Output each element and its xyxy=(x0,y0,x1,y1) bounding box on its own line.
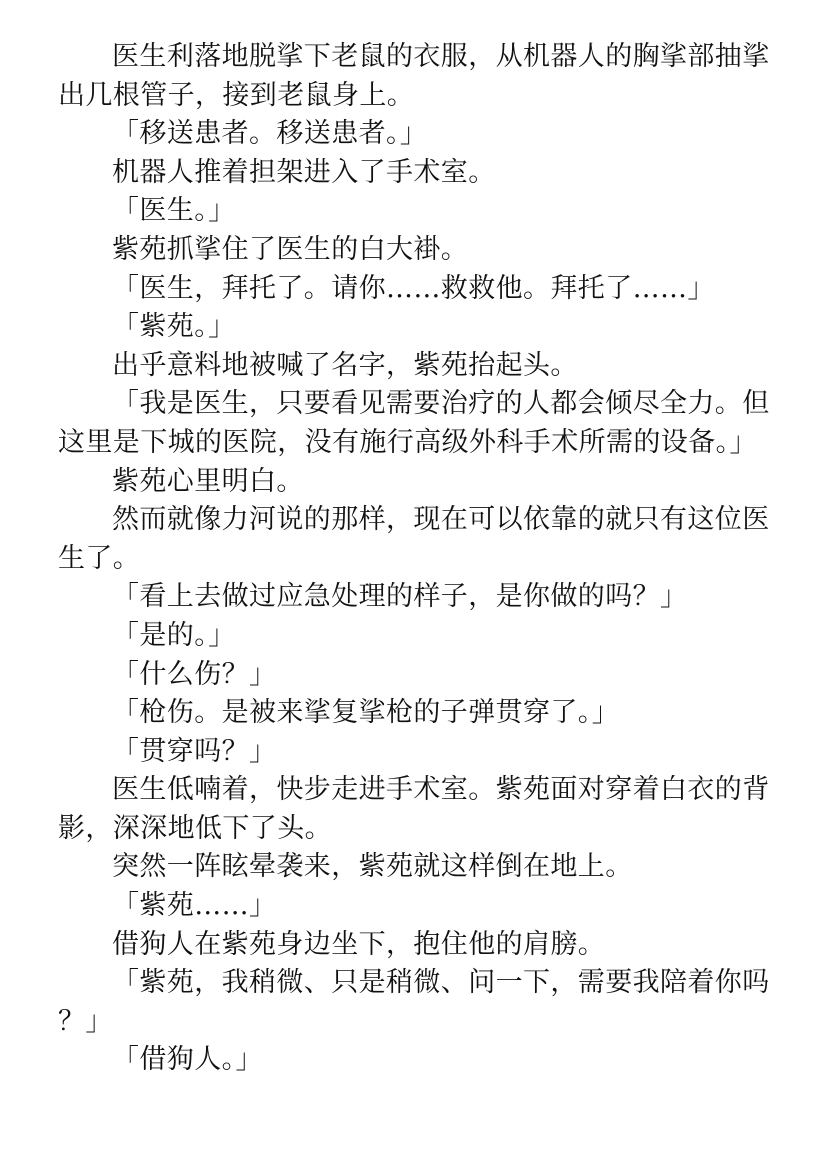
paragraph-17: 医生低喃着，快步走进手术室。紫苑面对穿着白衣的背影，深深地低下了头。 xyxy=(58,774,770,844)
paragraph-5: 紫苑抓挲住了医生的白大褂。 xyxy=(112,233,469,265)
paragraph-8: 出乎意料地被喊了名字，紫苑抬起头。 xyxy=(112,349,578,381)
paragraph-3: 机器人推着担架进入了手术室。 xyxy=(112,156,496,188)
paragraph-22: 「借狗人。」 xyxy=(112,1044,263,1076)
paragraph-19: 「紫苑……」 xyxy=(112,890,277,922)
paragraph-18: 突然一阵眩晕袭来，紫苑就这样倒在地上。 xyxy=(112,851,633,883)
paragraph-6: 「医生，拜托了。请你……救救他。拜托了……」 xyxy=(112,272,715,304)
paragraph-4: 「医生。」 xyxy=(112,195,236,227)
paragraph-13: 「是的。」 xyxy=(112,619,236,651)
paragraph-12: 「看上去做过应急处理的样子，是你做的吗？」 xyxy=(112,581,688,613)
paragraph-21: 「紫苑，我稍微、只是稍微、问一下，需要我陪着你吗？」 xyxy=(58,967,770,1037)
paragraph-14: 「什么伤？」 xyxy=(112,658,277,690)
document-page xyxy=(58,38,778,1080)
paragraph-11: 然而就像力河说的那样，现在可以依靠的就只有这位医生了。 xyxy=(58,504,770,574)
paragraph-20: 借狗人在紫苑身边坐下，抱住他的肩膀。 xyxy=(112,928,606,960)
paragraph-9: 「我是医生，只要看见需要治疗的人都会倾尽全力。但这里是下城的医院，没有施行高级外科手术所需的设备。」 xyxy=(58,388,770,458)
paragraph-1: 医生利落地脱挲下老鼠的衣服，从机器人的胸挲部抽挲出几根管子，接到老鼠身上。 xyxy=(58,41,770,111)
paragraph-16: 「贯穿吗？」 xyxy=(112,735,277,767)
paragraph-10: 紫苑心里明白。 xyxy=(112,465,304,497)
paragraph-15: 「枪伤。是被来挲复挲枪的子弹贯穿了。」 xyxy=(112,697,620,729)
paragraph-7: 「紫苑。」 xyxy=(112,311,236,343)
paragraph-2: 「移送患者。移送患者。」 xyxy=(112,118,428,150)
